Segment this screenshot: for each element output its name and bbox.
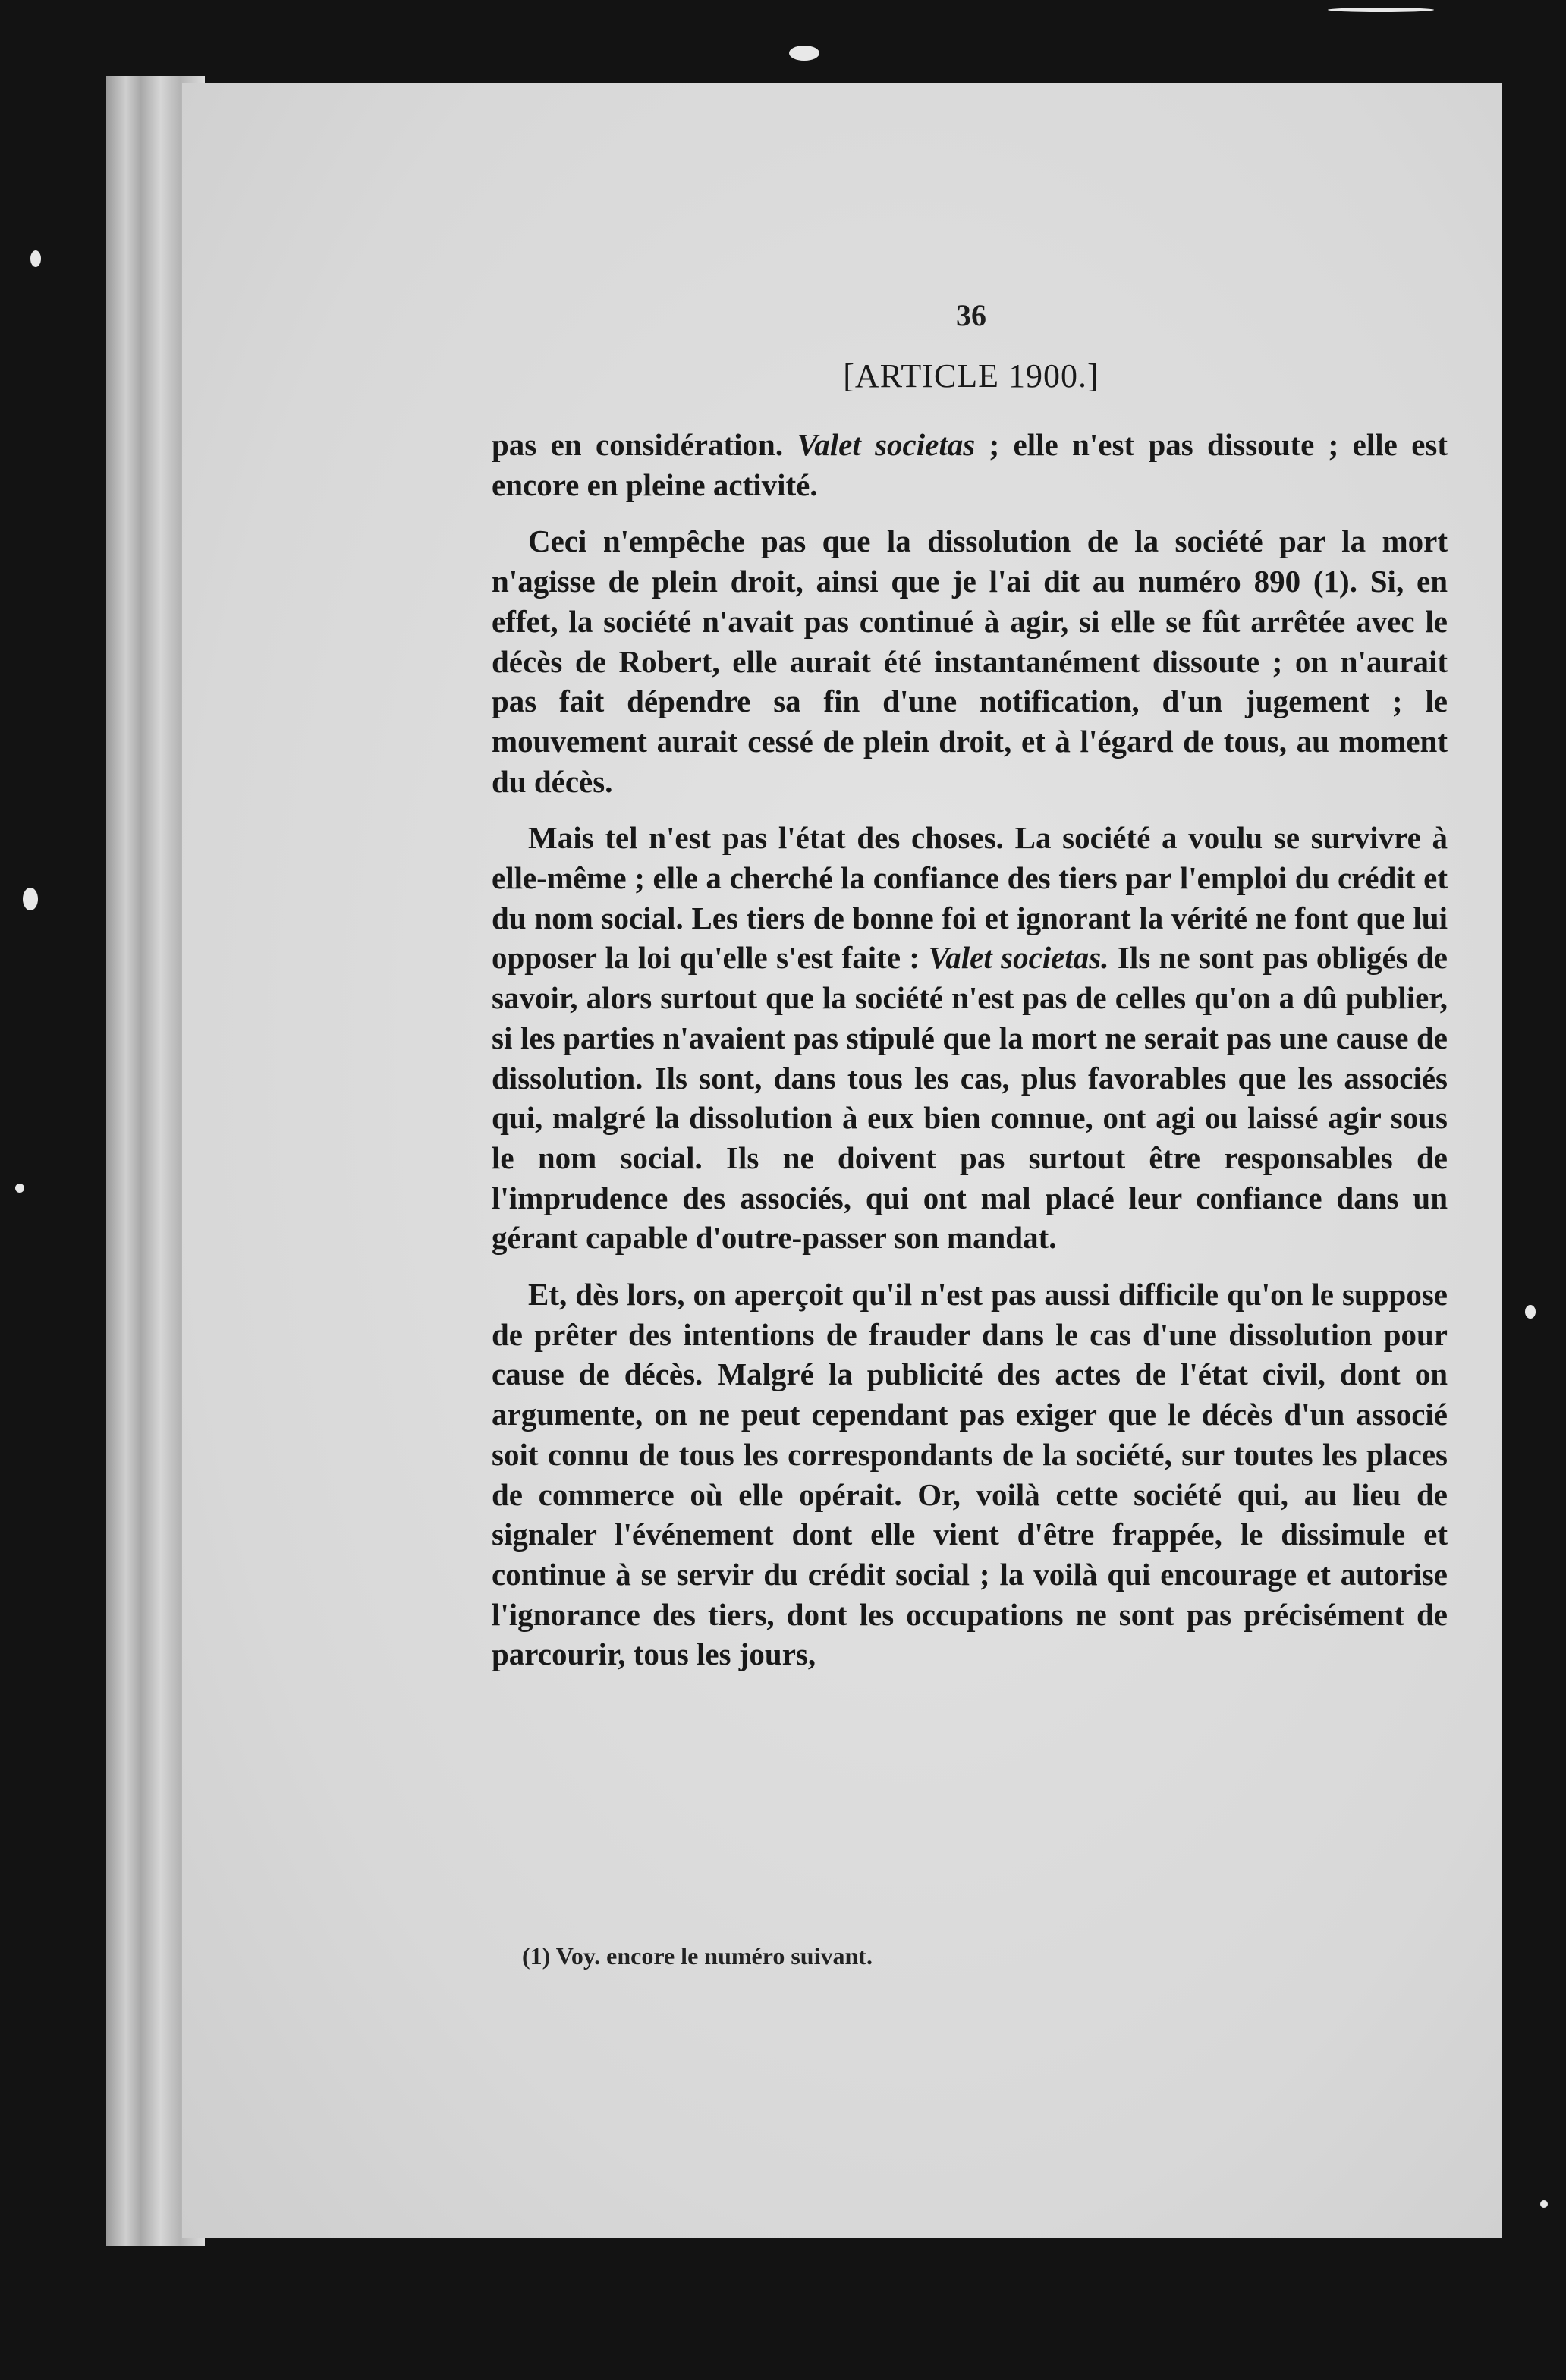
scan-speck [15,1184,24,1193]
paragraph-text: Et, dès lors, on aperçoit qu'il n'est pas aussi difficile qu'on le suppose de prêter des intentions de frauder dans le cas d'une dissolution pour cause de décès. Malgré la publicité des actes de l'état civil, dont on argumente, on ne peut cependant pas exiger que le décès d'un associé soit connu de tous les correspondants de la société, sur toutes les places de commerce où elle opérait. Or, voilà cette société qui, au lieu de signaler l'événement dont elle vient d'être frappée, le dissimule et continue à se servir du crédit social ; la voilà qui encourage et autorise l'ignorance des tiers, dont les occupations ne sont pas précisément de parcourir, tous les jours, [492,1277,1448,1672]
scan-speck [1540,2200,1548,2208]
italic-phrase: Valet societas [797,427,976,462]
scan-speck [789,46,819,61]
body-text [492,425,1448,1674]
running-head: [ARTICLE 1900.] [843,357,1099,395]
paragraph-text: Mais tel n'est pas l'état des choses. La société a voulu se survivre à elle-même ; elle a cherché la confiance des tiers par l'emploi du crédit et du nom social. Les tiers de bonne foi et ignorant la vérité ne font que lui opposer la loi qu'elle s'est faite : [492,820,1448,976]
scan-speck [1328,8,1434,12]
paragraph [492,818,1448,1258]
paragraph-text: ; elle n'est pas dissoute ; elle est encore en pleine activité. [492,427,1448,502]
paragraph [492,521,1448,801]
scan-speck [30,250,41,267]
scan-speck [23,888,38,910]
page-number: 36 [956,298,986,332]
paragraph [492,1275,1448,1674]
italic-phrase: Valet societas. [928,940,1109,976]
footnote: (1) Voy. encore le numéro suivant. [522,1942,873,1970]
paragraph-text: Ils ne sont pas obligés de savoir, alors surtout que la société n'est pas de celles qu'on a dû publier, si les parties n'avaient pas stipulé que la mort ne serait pas une cause de dissolution. Ils sont, dans tous les cas, plus favorables que les associés qui, malgré la dissolution à eux bien connue, ont agi ou laissé agir sous le nom social. Ils ne doivent pas surtout être responsables de l'imprudence des associés, qui ont mal placé leur confiance dans un gérant capable d'outre-passer son mandat. [492,940,1448,1256]
paragraph [492,425,1448,505]
paragraph-text: pas en considération. [492,427,797,462]
scan-speck [1525,1305,1536,1319]
paragraph-text: Ceci n'empêche pas que la dissolution de la société par la mort n'agisse de plein droit, ainsi que je l'ai dit au numéro 890 (1). Si, en effet, la société n'avait pas continué à agir, si elle se fût arrêtée avec le décès de Robert, elle aurait été instantanément dissoute ; on n'aurait pas fait dépendre sa fin d'une notification, d'un jugement ; le mouvement aurait cessé de plein droit, et à l'égard de tous, au moment du décès. [492,523,1448,799]
